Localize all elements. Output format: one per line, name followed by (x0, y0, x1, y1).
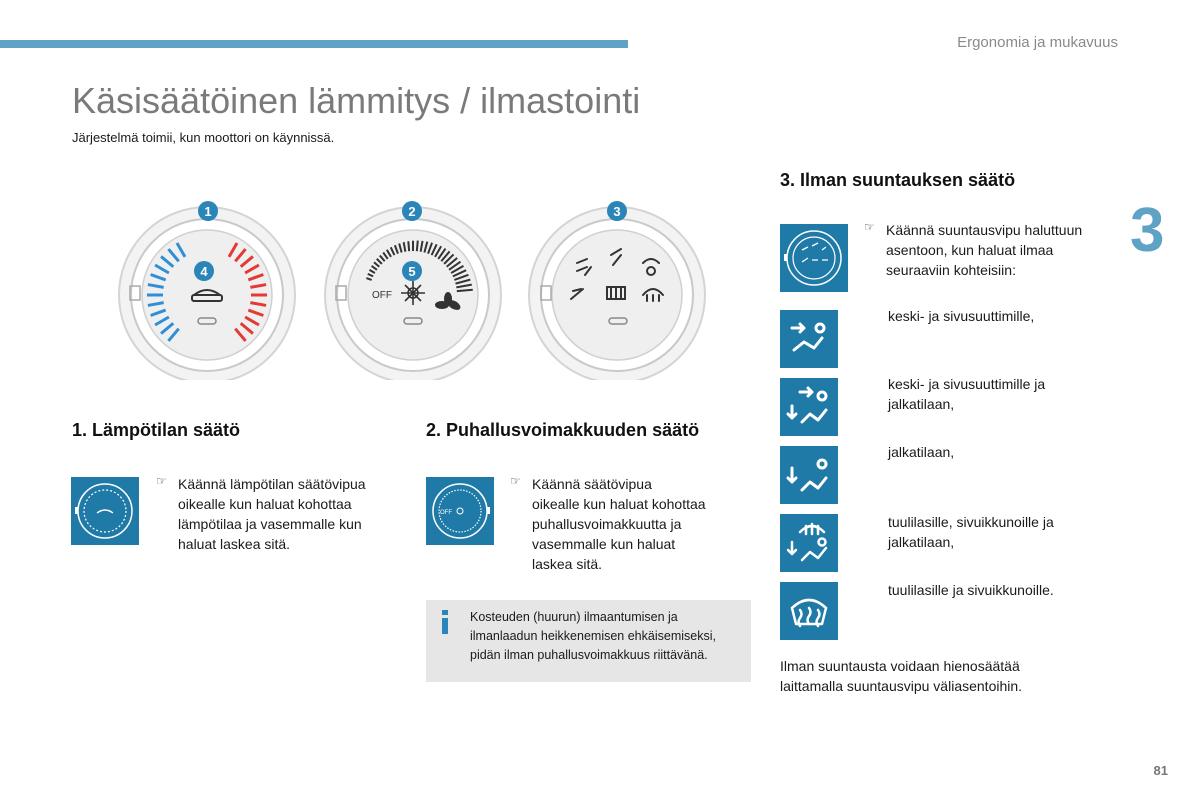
fan-dial-illustration (318, 195, 518, 380)
dial-badge-4: 4 (200, 264, 208, 279)
section2-title: 2. Puhallusvoimakkuuden säätö (426, 420, 700, 440)
info-icon (438, 610, 452, 634)
dial-tick (457, 290, 473, 291)
svg-text:OFF: OFF (440, 510, 452, 516)
section-header: Ergonomia ja mukavuus (957, 34, 1118, 51)
direction-item-3: jalkatilaan, (888, 444, 955, 460)
vent-windscreen-feet-icon (780, 514, 838, 572)
off-label: OFF (372, 290, 392, 301)
section3-title: 3. Ilman suuntauksen säätö (780, 170, 1016, 190)
bullet-hand-icon: ☞ (510, 474, 521, 488)
section2-bullet: ☞ Käännä säätövipua oikealle kun haluat kohottaa puhallusvoimakkuutta ja vasemmalle kun haluat laskea sitä. (510, 474, 706, 572)
direction-item-1: keski- ja sivusuuttimille, (888, 308, 1035, 324)
section1-title: 1. Lämpötilan säätö (72, 420, 241, 440)
dial-badge-5: 5 (408, 264, 416, 279)
chapter-number: 3 (1130, 196, 1165, 265)
section3-footer-note: Ilman suuntausta voidaan hienosäätää laittamalla suuntausvipu väliasentoihin. (780, 658, 1023, 694)
vent-face-feet-icon (780, 378, 838, 436)
section3-bullet: ☞ Käännä suuntausvipu haluttuun asentoon, kun haluat ilmaa seuraaviin kohteisiin: (864, 220, 1083, 278)
dial-badge-3: 3 (613, 204, 621, 219)
direction-item-4: tuulilasille, sivuikkunoille ja jalkatilaan, (888, 514, 1054, 550)
direction-dial-thumbnail-icon (780, 224, 848, 292)
intro-text: Järjestelmä toimii, kun moottori on käynnissä. (72, 130, 335, 145)
direction-item-2: keski- ja sivusuuttimille ja jalkatilaan, (888, 376, 1046, 412)
section1-bullet: ☞ Käännä lämpötilan säätövipua oikealle kun haluat kohottaa lämpötilaa ja vasemmalle kun haluat laskea sitä. (156, 474, 366, 552)
header-bar (0, 40, 628, 48)
direction-item-5: tuulilasille ja sivuikkunoille. (888, 582, 1054, 598)
dial-badge-2: 2 (408, 204, 416, 219)
dial-tick (408, 241, 409, 251)
bullet-hand-icon: ☞ (156, 474, 167, 488)
temperature-dial-thumbnail-icon (71, 477, 139, 545)
page-number: 81 (1153, 763, 1168, 778)
air-direction-dial-illustration (525, 195, 725, 380)
info-box: Kosteuden (huurun) ilmaantumisen ja ilmanlaadun heikkenemisen ehkäisemiseksi, pidän ilman puhallusvoimakkuus riittävänä. (426, 600, 751, 682)
vent-face-icon (780, 310, 838, 368)
temperature-dial-illustration (110, 195, 310, 380)
fan-dial-thumbnail-icon (426, 477, 494, 545)
vent-feet-icon (780, 446, 838, 504)
bullet-hand-icon: ☞ (864, 220, 875, 234)
defrost-windscreen-icon (780, 582, 838, 640)
dial-badge-1: 1 (204, 204, 212, 219)
page-title: Käsisäätöinen lämmitys / ilmastointi (72, 80, 641, 121)
dial-tick (417, 241, 418, 252)
